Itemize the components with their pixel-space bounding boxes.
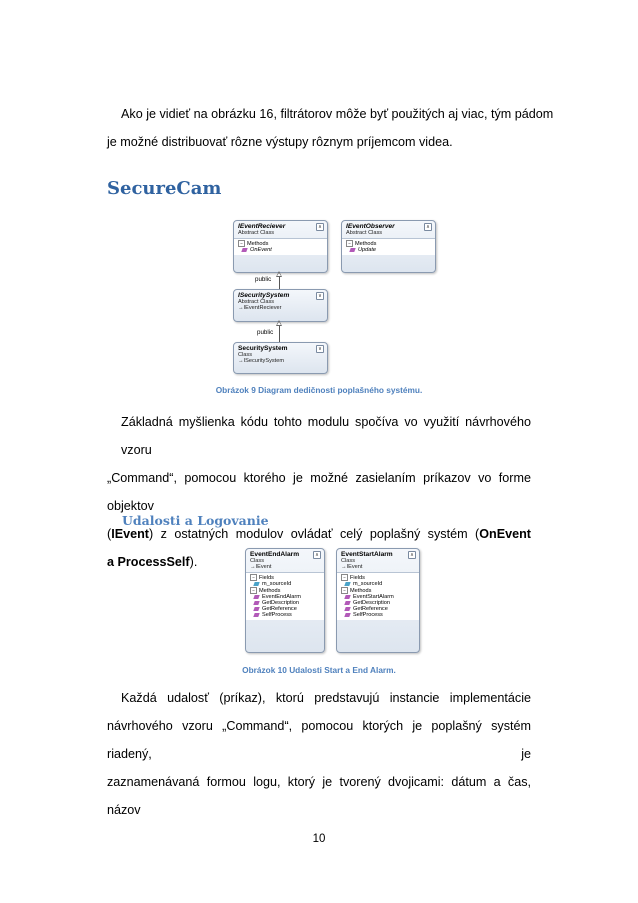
method-item: GetReference — [250, 606, 320, 612]
class-name: IEventObserver — [346, 223, 395, 230]
intro-paragraph — [107, 100, 554, 156]
class-inherits: →ISecuritySystem — [238, 358, 285, 364]
collapse-icon: ∧ — [408, 551, 416, 559]
visibility-label-top: public — [255, 276, 272, 283]
class-inherits: →IEventReciever — [238, 305, 282, 311]
methods-header: − Methods — [238, 240, 323, 247]
command-line-2: „Command“, pomocou ktorého je možné zasielaním príkazov vo forme objektov — [107, 471, 531, 513]
command-line-3: (IEvent) z ostatných modulov ovládať celý poplašný systém (OnEvent — [107, 527, 531, 541]
page-number: 10 — [312, 833, 326, 845]
method-item: GetReference — [341, 606, 415, 612]
command-line-4: a ProcessSelf). — [107, 555, 198, 569]
intro-line-2: je možné distribuovať rôzne výstupy rôznym príjemcom videa. — [107, 135, 453, 149]
class-kind: Abstract Class — [238, 299, 275, 305]
collapse-icon: ∧ — [424, 223, 432, 231]
figure-caption-9: Obrázok 9 Diagram dedičnosti poplašného systému. — [215, 385, 423, 395]
class-name: IEventReciever — [238, 223, 286, 230]
class-eventendalarm — [245, 548, 325, 653]
intro-line-1: Ako je vidieť na obrázku 16, filtrátorov môže byť použitých aj viac, tým pádom — [121, 107, 554, 121]
class-name: ISecuritySystem — [238, 292, 290, 299]
logging-paragraph — [107, 684, 531, 824]
class-kind: Class — [250, 558, 264, 564]
fields-header: − Fields — [250, 574, 320, 581]
minus-icon: − — [341, 574, 348, 581]
class-name: EventStartAlarm — [341, 551, 393, 558]
class-ieventobserver — [341, 220, 436, 273]
section-heading-securecam: SecureCam — [107, 178, 222, 199]
method-icon — [344, 613, 350, 617]
methods-header: − Methods — [346, 240, 431, 247]
fields-header: − Fields — [341, 574, 415, 581]
section-heading-udalosti: Udalosti a Logovanie — [122, 513, 269, 528]
connector-line-top — [279, 277, 280, 289]
method-item: EventEndAlarm — [250, 594, 320, 600]
method-icon — [344, 595, 350, 599]
method-item: EventStartAlarm — [341, 594, 415, 600]
method-icon — [253, 607, 259, 611]
visibility-label-bottom: public — [257, 329, 274, 336]
method-icon — [241, 248, 247, 252]
method-item: Update — [346, 247, 431, 253]
method-icon — [344, 607, 350, 611]
logging-line-1: Každá udalosť (príkaz), ktorú predstavujú instancie implementácie — [121, 691, 531, 705]
field-icon — [344, 582, 350, 586]
class-name: EventEndAlarm — [250, 551, 300, 558]
method-icon — [344, 601, 350, 605]
method-icon — [253, 601, 259, 605]
minus-icon: − — [250, 587, 257, 594]
class-ieventreciever — [233, 220, 328, 273]
class-kind: Class — [238, 352, 252, 358]
field-item: m_sourceId — [250, 581, 320, 587]
method-item: OnEvent — [238, 247, 323, 253]
class-kind: Abstract Class — [238, 230, 275, 236]
figure-caption-10: Obrázok 10 Udalosti Start a End Alarm. — [242, 665, 396, 675]
collapse-icon: ∧ — [313, 551, 321, 559]
methods-header: − Methods — [250, 587, 320, 594]
expand-icon: ∨ — [316, 345, 324, 353]
minus-icon: − — [238, 240, 245, 247]
field-item: m_sourceId — [341, 581, 415, 587]
method-icon — [349, 248, 355, 252]
minus-icon: − — [250, 574, 257, 581]
collapse-icon: ∧ — [316, 223, 324, 231]
logging-line-2: návrhového vzoru „Command“, pomocou ktorých je poplašný systém riadený, je — [107, 719, 531, 761]
minus-icon: − — [346, 240, 353, 247]
connector-line-bottom — [279, 326, 280, 342]
method-item: SelfProcess — [341, 612, 415, 618]
method-icon — [253, 613, 259, 617]
method-item: SelfProcess — [250, 612, 320, 618]
expand-icon: ∨ — [316, 292, 324, 300]
class-kind: Class — [341, 558, 355, 564]
field-icon — [253, 582, 259, 586]
command-line-1: Základná myšlienka kódu tohto modulu spočíva vo využití návrhového vzoru — [121, 415, 531, 457]
method-icon — [253, 595, 259, 599]
methods-header: − Methods — [341, 587, 415, 594]
class-name: SecuritySystem — [238, 345, 288, 352]
class-inherits: →IEvent — [250, 564, 272, 570]
minus-icon: − — [341, 587, 348, 594]
method-item: GetDescription — [341, 600, 415, 606]
method-item: GetDescription — [250, 600, 320, 606]
class-securitysystem — [233, 342, 328, 374]
class-isecuritysystem — [233, 289, 328, 322]
class-kind: Abstract Class — [346, 230, 383, 236]
class-inherits: →IEvent — [341, 564, 363, 570]
class-eventstartalarm — [336, 548, 420, 653]
logging-line-3: zaznamenávaná formou logu, ktorý je tvorený dvojicami: dátum a čas, názov — [107, 775, 531, 817]
